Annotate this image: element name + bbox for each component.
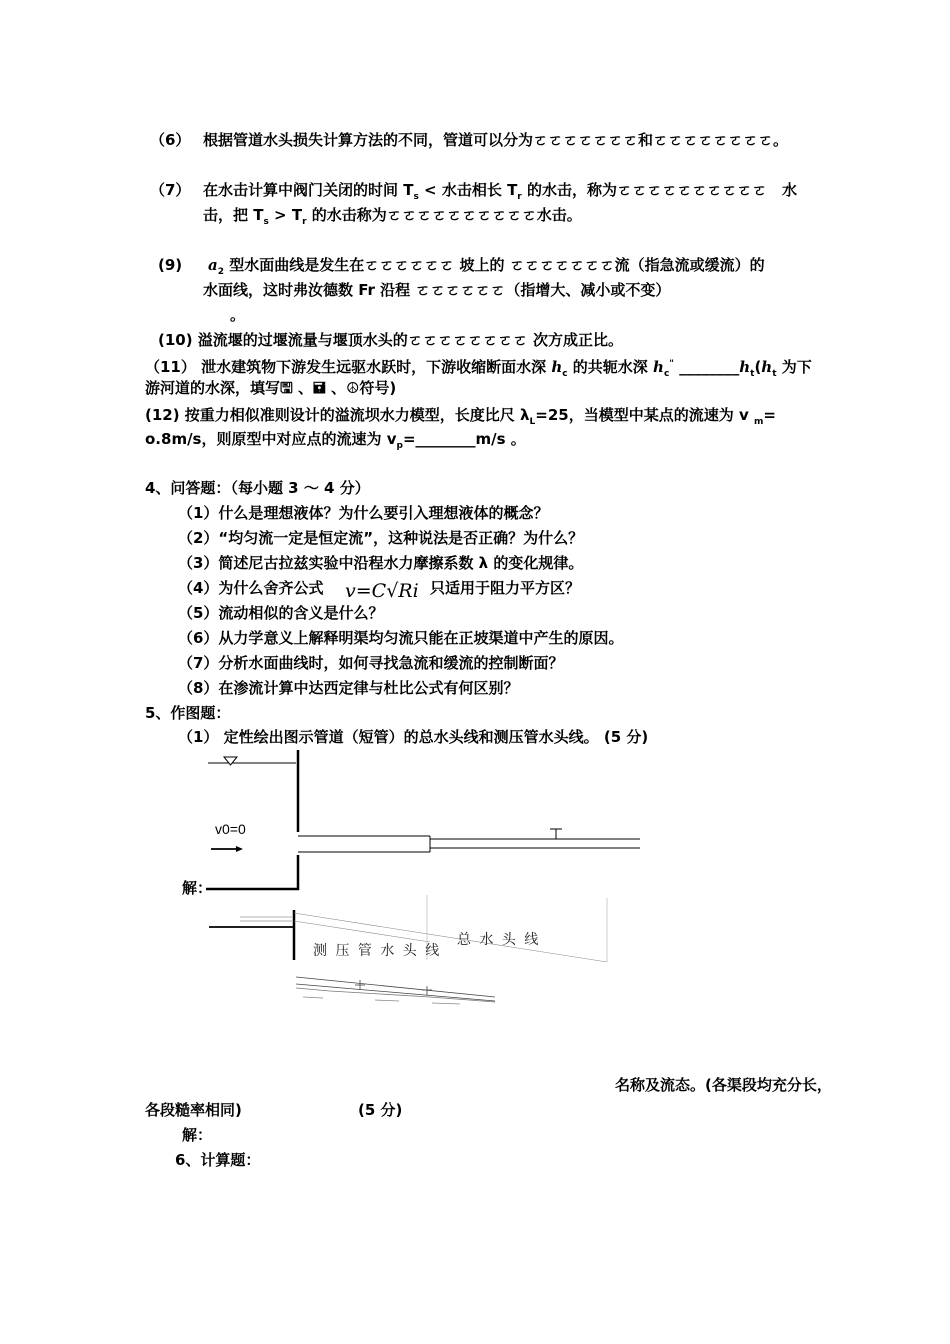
drawing-title: 5、作图题： [145,704,231,722]
q12-line2: o.8m/s，则原型中对应点的流速为 $v_p=\_\_\_\_\_\_\_\_m/s$ 。 [145,430,526,451]
answer-label-1: 解： [182,879,213,897]
answer-label-2: 解： [182,1126,213,1144]
q9-line2: 水面线，这时弗汝德数 Fr 沿程 ㄛㄛㄛㄛㄛㄛ（指增大、减小或不变） [203,281,671,299]
qa-item-3: （3）简述尼古拉兹实验中沿程水力摩擦系数 λ 的变化规律。 [178,554,584,572]
v0-label: v0=0 [215,821,246,837]
qa-item-4: （4）为什么舍齐公式 [178,579,324,597]
calc-title: 6、计算题： [175,1151,261,1169]
q12-line1: (12) 按重力相似准则设计的溢流坝水力模型，长度比尺 $\lambda_L=25$，当模型中某点的流速为 v $_m$= [145,406,776,427]
qa-item-4-tail: 只适用于阻力平方区？ [430,579,581,597]
qa-title: 4、问答题：（每小题 3 ～ 4 分） [145,479,370,497]
q9-number: (9) [158,256,183,274]
qa-item-8: （8）在渗流计算中达西定律与杜比公式有何区别？ [178,679,519,697]
q11-line1: （11） 泄水建筑物下游发生远驱水跃时，下游收缩断面水深 $h_c$ 的共轭水深 $h_c^"$ $\_\_\_\_\_\_\_\_h_t(h_t$ 为下 [145,358,812,379]
piezometric-line-label: 测 压 管 水 头 线 [313,943,442,959]
q6-number: （6） [150,131,191,149]
qa-item-1: （1）什么是理想液体？为什么要引入理想液体的概念？ [178,504,549,522]
qa-item-6: （6）从力学意义上解释明渠均匀流只能在正坡渠道中产生的原因。 [178,629,624,647]
drawing-q2-line2: 各段糙率相同) [145,1101,242,1119]
drawing-q1: （1） 定性绘出图示管道（短管）的总水头线和测压管水头线。 (5 分) [178,728,649,746]
total-head-line-label: 总 水 头 线 [457,932,541,948]
chezy-formula: v=C√Ri [345,580,419,602]
q7-line1: 在水击计算中阀门关闭的时间 $T_s$ < 水击相长 $T_r$ 的水击，称为ㄛㄛㄛㄛㄛㄛㄛㄛㄛㄛ 水 [203,181,797,202]
q9-line3: 。 [230,306,246,324]
q10-text: (10) 溢流堰的过堰流量与堰顶水头的ㄛㄛㄛㄛㄛㄛㄛㄛ 次方成正比。 [158,331,624,349]
q9-line1: $a_2$ 型水面曲线是发生在ㄛㄛㄛㄛㄛㄛ 坡上的 ㄛㄛㄛㄛㄛㄛㄛ流（指急流或缓流）的 [208,256,765,277]
q7-line2: 击，把 $T_s > T_r$ 的水击称为ㄛㄛㄛㄛㄛㄛㄛㄛㄛㄛ水击。 [203,206,582,227]
qa-item-7: （7）分析水面曲线时，如何寻找急流和缓流的控制断面？ [178,654,564,672]
q6-text: 根据管道水头损失计算方法的不同，管道可以分为ㄛㄛㄛㄛㄛㄛㄛ和ㄛㄛㄛㄛㄛㄛㄛㄛ。 [203,131,789,149]
drawing-q2-score: (5 分) [358,1101,403,1119]
drawing-q2-tail: 名称及流态。(各渠段均充分长， [615,1076,832,1094]
q7-number: （7） [150,181,191,199]
q11-line2: 游河道的水深，填写🖫 、🖬 、☮符号) [145,379,397,397]
qa-item-5: （5）流动相似的含义是什么？ [178,604,384,622]
qa-item-2: （2）“均匀流一定是恒定流”，这种说法是否正确？为什么？ [178,529,584,547]
